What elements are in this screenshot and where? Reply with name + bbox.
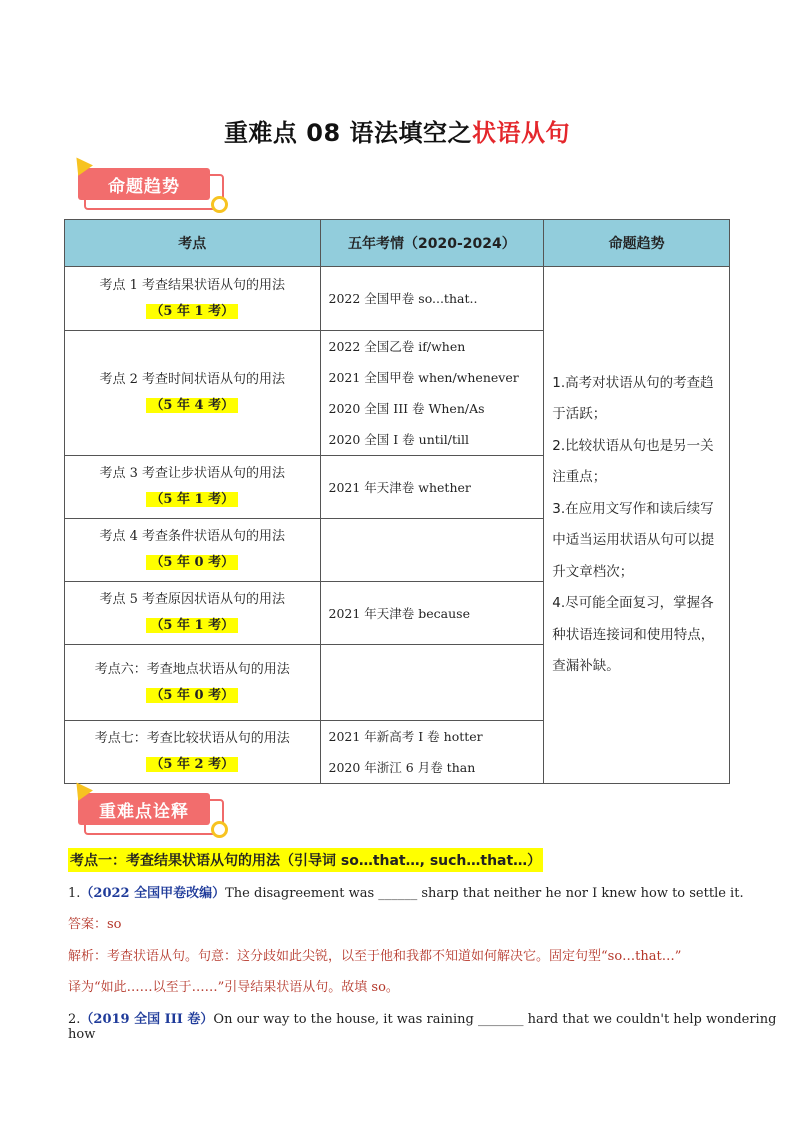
trend-line: 升文章档次； (552, 563, 634, 580)
trend-table (64, 219, 730, 784)
analysis-1-line1: 解析：考查状语从句。句意：这分歧如此尖锐，以至于他和我都不知道如何解决它。固定句型“so…that…” (68, 949, 682, 964)
table-row (65, 267, 730, 331)
frequency-badge: （5 年 2 考） (146, 757, 238, 772)
trend-line: 种状语连接词和使用特点， (552, 626, 715, 643)
answer-1: 答案：so (68, 917, 122, 932)
title-text: 重难点 08 语法填空之 (223, 119, 473, 147)
exam-point-cell (65, 331, 321, 456)
table-header-row (65, 220, 730, 267)
header-years: 五年考情（2020-2024） (320, 220, 544, 267)
trend-line: 2.比较状语从句也是另一关 (552, 437, 714, 454)
trend-cell (544, 267, 730, 784)
exam-point-label: 考点六：考查地点状语从句的用法 (94, 661, 290, 677)
exam-year-item: 2021 全国甲卷 when/whenever (328, 370, 519, 385)
question-1 (68, 882, 744, 901)
exam-year-item: 2021 年新高考 I 卷 hotter (328, 729, 483, 744)
q1-number: 1. (68, 886, 81, 901)
question-2 (68, 1008, 794, 1042)
frequency-badge: （5 年 1 考） (146, 492, 238, 507)
exam-year-item: 2020 全国 I 卷 until/till (328, 432, 470, 447)
frequency-badge: （5 年 4 考） (146, 398, 238, 413)
exam-point-cell (65, 267, 321, 331)
q2-source: （2019 全国 III 卷） (80, 1012, 214, 1027)
exam-point-label: 考点 3 考查让步状语从句的用法 (99, 466, 286, 481)
title-highlight: 状语从句 (472, 119, 571, 147)
q2-number: 2. (68, 1012, 81, 1027)
exam-years-cell (320, 519, 544, 582)
trend-badge (78, 168, 226, 210)
frequency-badge: （5 年 0 考） (146, 688, 238, 703)
exam-years-cell (320, 645, 544, 721)
explain-badge (78, 793, 226, 835)
q1-source: （2022 全国甲卷改编） (80, 886, 226, 901)
exam-point-label: 考点 5 考查原因状语从句的用法 (99, 592, 286, 607)
frequency-badge: （5 年 1 考） (146, 618, 238, 633)
exam-years-cell (320, 331, 544, 456)
trend-line: 4.尽可能全面复习，掌握各 (552, 595, 714, 611)
exam-years-cell (320, 721, 544, 784)
trend-line: 1.高考对状语从句的考查趋 (552, 374, 714, 391)
kp-title: 考点一：考查结果状语从句的用法（引导词 so…that…, such…that…） (68, 848, 543, 872)
header-point: 考点 (65, 220, 321, 267)
frequency-badge: （5 年 0 考） (146, 555, 238, 570)
page-title (0, 113, 794, 148)
exam-years-cell (320, 456, 544, 519)
q2-text: On our way to the house, it was raining _______ hard that we couldn't help wondering how (68, 1012, 777, 1042)
exam-point-label: 考点 2 考查时间状语从句的用法 (99, 372, 286, 387)
ring-icon (211, 821, 228, 838)
q1-text: The disagreement was ______ sharp that neither he nor I knew how to settle it. (225, 886, 744, 901)
explain-badge-label: 重难点诠释 (78, 793, 210, 825)
trend-badge-label: 命题趋势 (78, 168, 210, 200)
trend-line: 于活跃； (552, 406, 607, 422)
exam-year-item: 2021 年天津卷 whether (328, 479, 471, 495)
exam-year-item: 2021 年天津卷 because (328, 605, 470, 621)
exam-point-cell (65, 582, 321, 645)
exam-point-cell (65, 456, 321, 519)
exam-point-cell (65, 645, 321, 721)
analysis-1-line2: 译为“如此……以至于……”引导结果状语从句。故填 so。 (68, 980, 399, 995)
exam-years-cell (320, 582, 544, 645)
frequency-badge: （5 年 1 考） (146, 304, 238, 319)
exam-year-item: 2022 全国乙卷 if/when (328, 339, 466, 354)
trend-line: 中适当运用状语从句可以提 (552, 532, 715, 548)
trend-line: 注重点； (552, 469, 607, 485)
exam-point-cell (65, 721, 321, 784)
trend-line: 查漏补缺。 (552, 658, 620, 674)
exam-year-item: 2020 全国 III 卷 When/As (328, 401, 485, 416)
exam-point-label: 考点 1 考查结果状语从句的用法 (99, 277, 286, 293)
exam-point-cell (65, 519, 321, 582)
header-trend: 命题趋势 (544, 220, 730, 267)
trend-line: 3.在应用文写作和读后续写 (552, 500, 714, 517)
exam-point-label: 考点 4 考查条件状语从句的用法 (99, 529, 286, 544)
exam-year-item: 2022 全国甲卷 so...that.. (328, 291, 478, 306)
exam-year-item: 2020 年浙江 6 月卷 than (328, 760, 476, 775)
ring-icon (211, 196, 228, 213)
exam-years-cell (320, 267, 544, 331)
exam-point-label: 考点七：考查比较状语从句的用法 (94, 731, 290, 746)
